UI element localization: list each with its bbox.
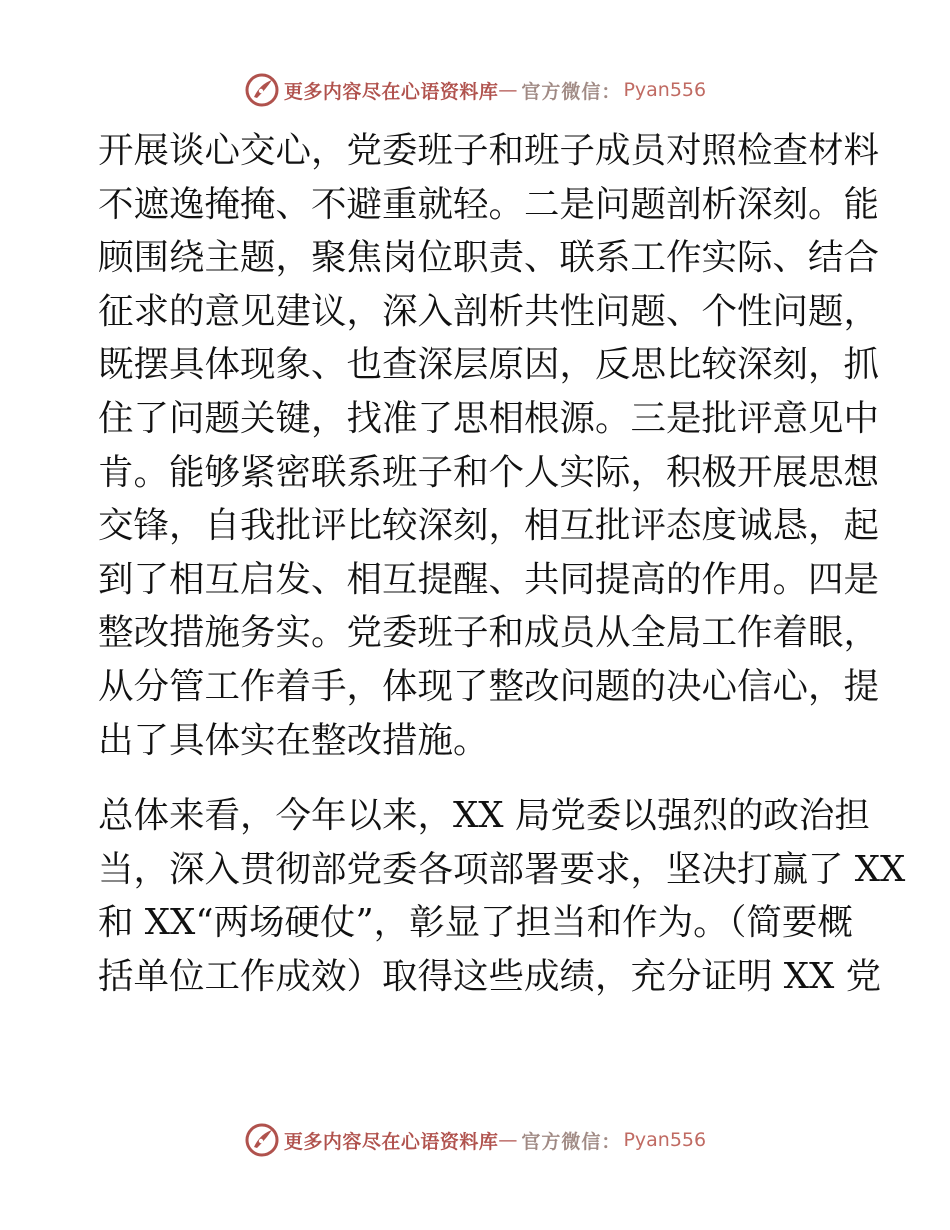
header-site-text: 更多内容尽在心语资料库 bbox=[283, 80, 499, 103]
text-line: 交锋，自我批评比较深刻，相互批评态度诚恳，起 bbox=[98, 505, 880, 547]
text-line: 出了具体实在整改措施。 bbox=[98, 719, 489, 761]
text-line: 到了相互启发、相互提醒、共同提高的作用。四是 bbox=[98, 558, 880, 600]
text-line: 括单位工作成效）取得这些成绩，充分证明 XX 党 bbox=[98, 955, 882, 997]
paragraph-1 bbox=[98, 124, 880, 767]
text-line: 当，深入贯彻部党委各项部署要求，坚决打赢了 XX bbox=[98, 848, 906, 890]
text-line: 不遮逸掩掩、不避重就轻。二是问题剖析深刻。能 bbox=[98, 183, 880, 225]
footer-official-label: 官方微信： bbox=[521, 1130, 622, 1153]
text-line: 整改措施务实。党委班子和成员从全局工作着眼， bbox=[98, 612, 880, 654]
header-watermark bbox=[0, 70, 950, 110]
header-official-label: 官方微信： bbox=[521, 80, 622, 103]
footer-dash: — bbox=[498, 1129, 518, 1151]
text-line: 从分管工作着手，体现了整改问题的决心信心，提 bbox=[98, 665, 880, 707]
quill-logo-icon bbox=[244, 72, 280, 108]
text-line: 开展谈心交心，党委班子和班子成员对照检查材料 bbox=[98, 130, 880, 171]
quill-logo-icon bbox=[244, 1122, 280, 1158]
footer-watermark bbox=[0, 1120, 950, 1160]
header-wechat-id: Pyan556 bbox=[623, 79, 707, 101]
text-line: 征求的意见建议，深入剖析共性问题、个性问题， bbox=[98, 290, 880, 332]
text-line: 既摆具体现象、也查深层原因，反思比较深刻，抓 bbox=[98, 344, 880, 386]
text-line: 肯。能够紧密联系班子和个人实际，积极开展思想 bbox=[98, 451, 880, 493]
header-dash: — bbox=[498, 79, 518, 101]
document-body bbox=[98, 124, 906, 1004]
text-line: 住了问题关键，找准了思相根源。三是批评意见中 bbox=[98, 397, 880, 439]
footer-site-text: 更多内容尽在心语资料库 bbox=[283, 1130, 499, 1153]
footer-wechat-id: Pyan556 bbox=[623, 1129, 707, 1151]
text-line: 总体来看，今年以来，XX 局党委以强烈的政治担 bbox=[98, 795, 870, 837]
text-line: 和 XX“两场硬仗”，彰显了担当和作为。（简要概 bbox=[98, 902, 853, 944]
text-line: 顾围绕主题，聚焦岗位职责、联系工作实际、结合 bbox=[98, 237, 880, 279]
paragraph-2 bbox=[98, 789, 906, 1003]
